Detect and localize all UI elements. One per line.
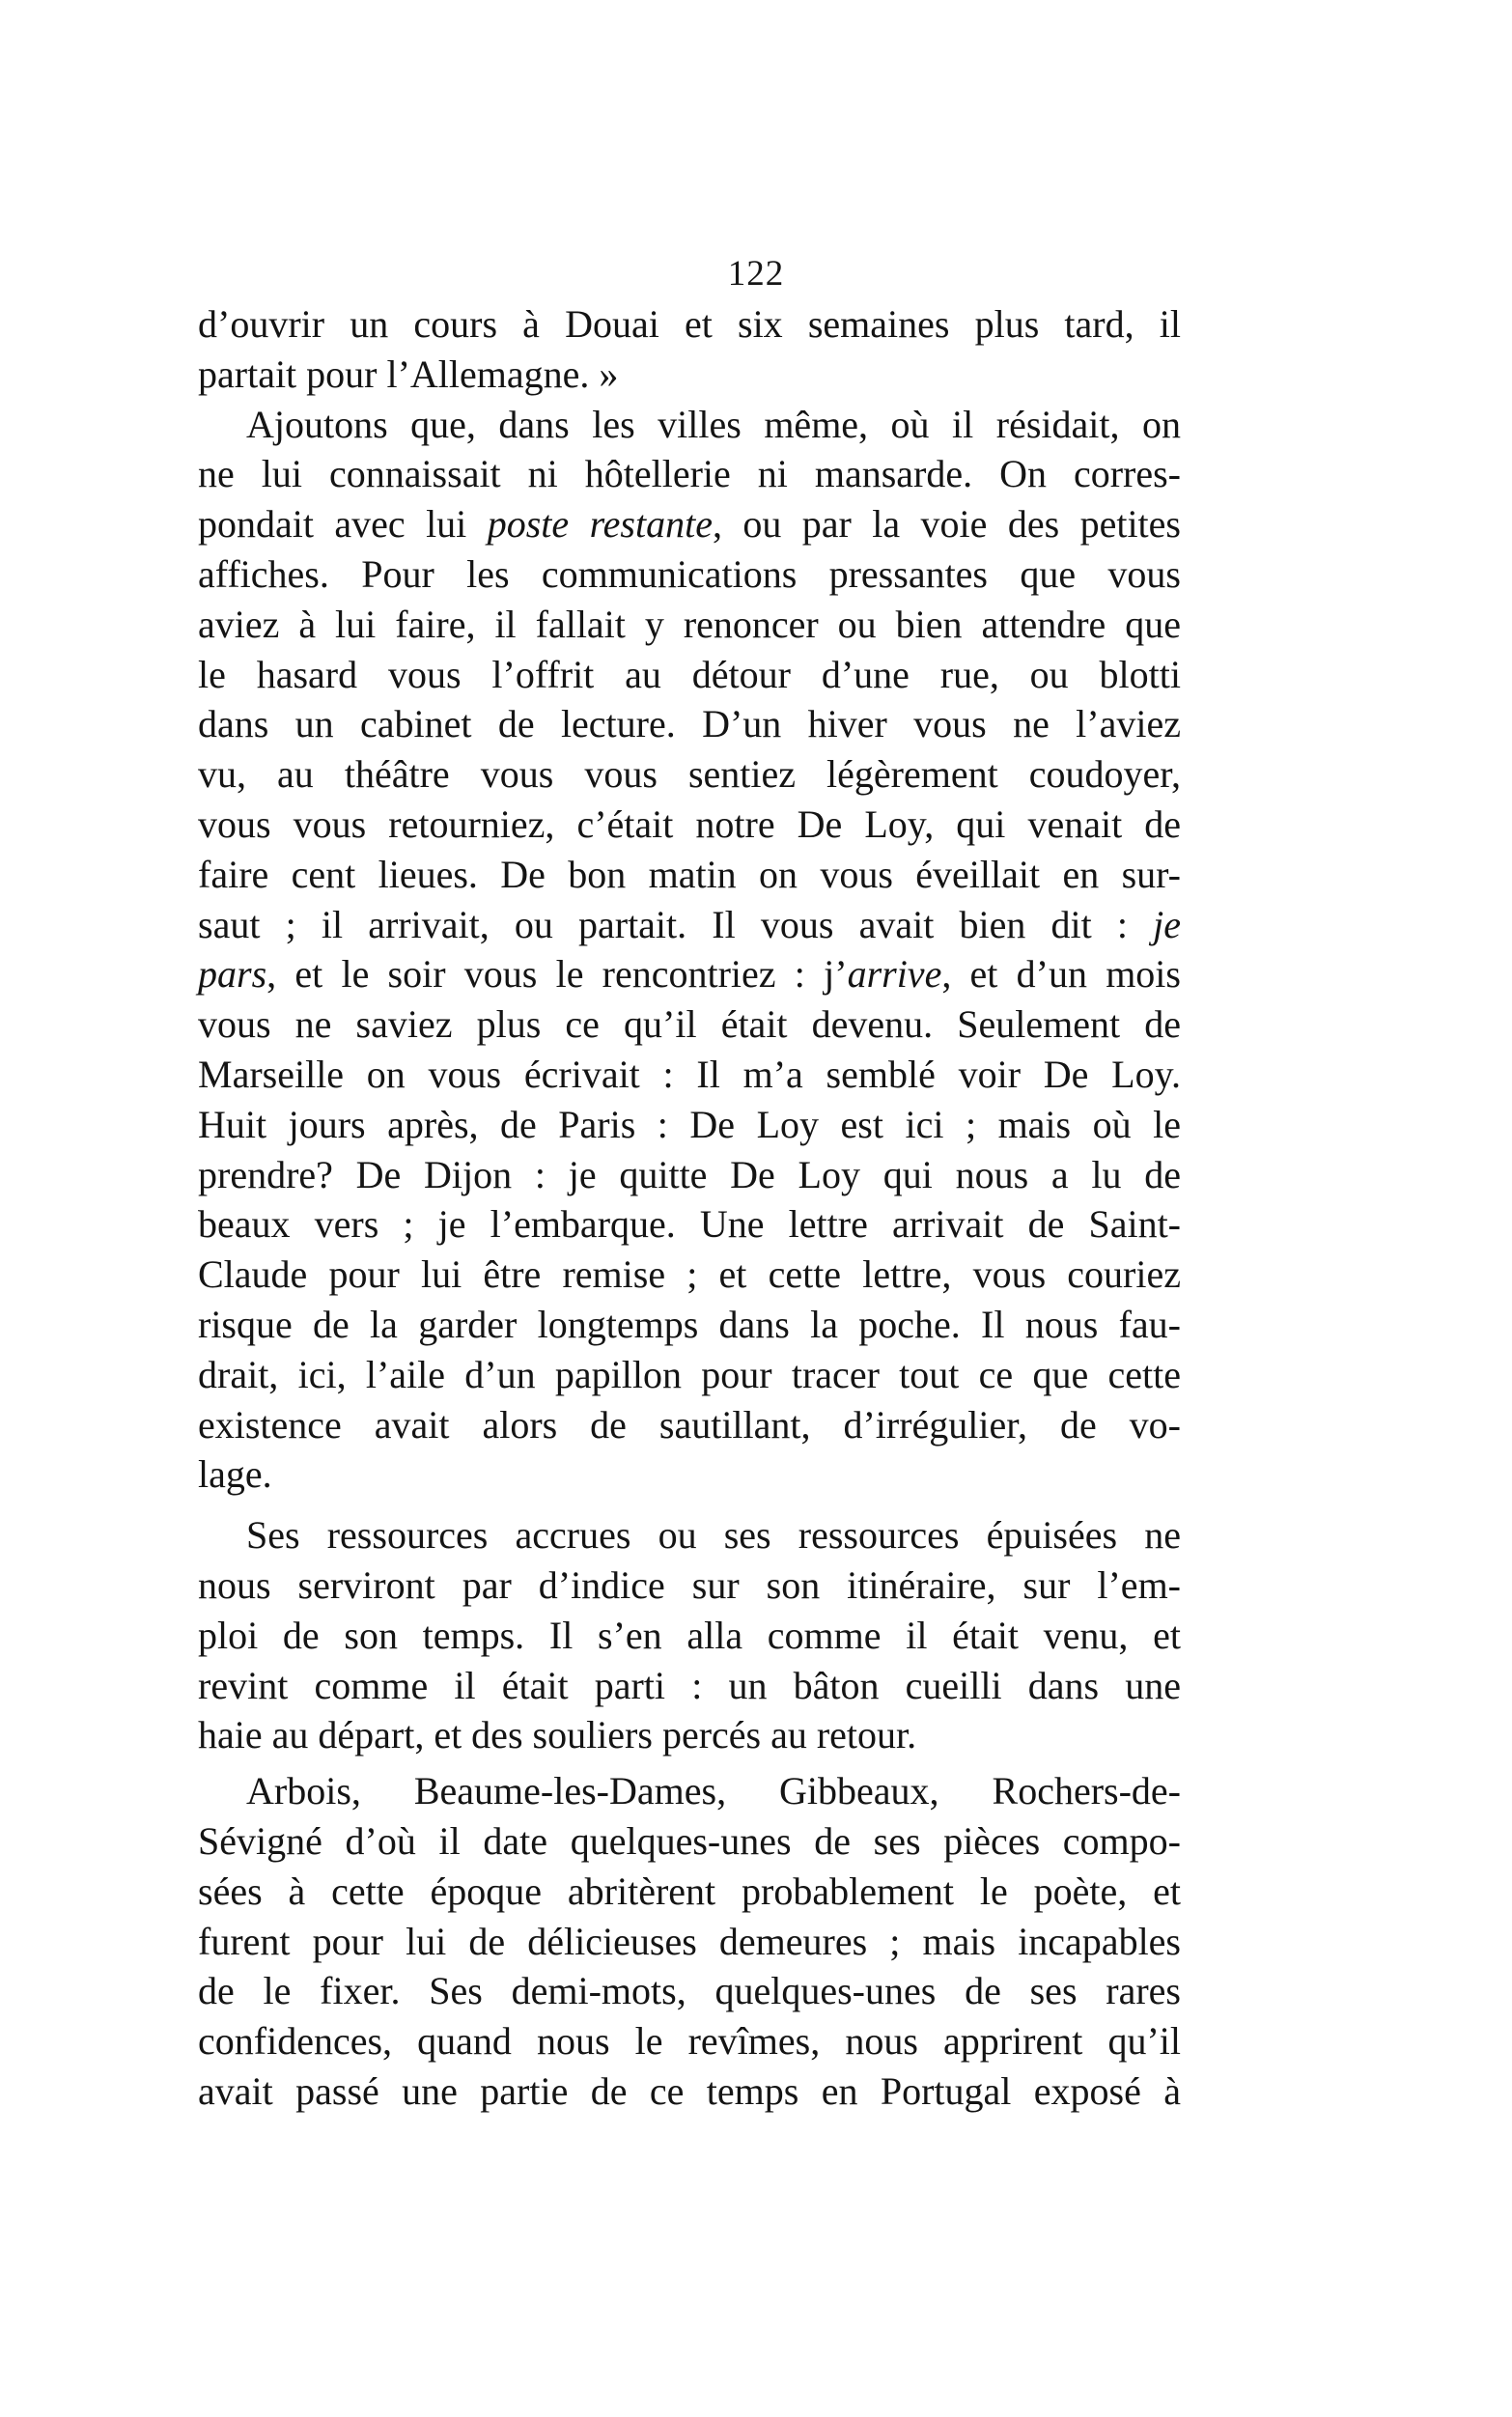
text-line: revint comme il était parti : un bâton cueilli dans une	[198, 1663, 1181, 1707]
text-line: lage.	[198, 1452, 272, 1497]
italic-phrase: je	[1153, 902, 1181, 946]
text-line: de le fixer. Ses demi-mots, quelques-unes de ses rares	[198, 1969, 1181, 2013]
text-line: dans un cabinet de lecture. D’un hiver vous ne l’aviez	[198, 702, 1181, 746]
italic-phrase: pars	[198, 952, 267, 997]
text-line-with-italic: pondait avec lui poste restante, ou par la voie des petites	[198, 502, 1181, 547]
text-line: haie au départ, et des souliers percés au retour.	[198, 1713, 917, 1757]
text-line: aviez à lui faire, il fallait y renoncer ou bien attendre que	[198, 602, 1181, 646]
italic-phrase: arrive	[847, 952, 942, 997]
text-line: risque de la garder longtemps dans la poche. Il nous fau-	[198, 1302, 1181, 1346]
text-line: le hasard vous l’offrit au détour d’une rue, ou blotti	[198, 652, 1181, 696]
text-line: ne lui connaissait ni hôtellerie ni mansarde. On corres-	[198, 452, 1181, 496]
text-line: beaux vers ; je l’embarque. Une lettre arrivait de Saint-	[198, 1202, 1181, 1247]
text-line: vu, au théâtre vous vous sentiez légèrement coudoyer,	[198, 752, 1181, 797]
text-line: partait pour l’Allemagne. »	[198, 351, 619, 396]
page-number: 122	[727, 254, 785, 294]
text-line: ploi de son temps. Il s’en alla comme il était venu, et	[198, 1613, 1181, 1657]
text-line: prendre? De Dijon : je quitte De Loy qui nous a lu de	[198, 1152, 1181, 1196]
text-line: vous vous retourniez, c’était notre De Loy, qui venait de	[198, 801, 1181, 846]
text-line: existence avait alors de sautillant, d’irrégulier, de vo-	[198, 1402, 1181, 1447]
paragraph-start-line: Ajoutons que, dans les villes même, où il résidait, on	[246, 402, 1181, 446]
text-line: furent pour lui de délicieuses demeures ; mais incapables	[198, 1919, 1181, 1963]
italic-phrase: poste restante	[487, 502, 713, 547]
text-line: avait passé une partie de ce temps en Portugal exposé à	[198, 2068, 1181, 2113]
text-line: affiches. Pour les communications pressantes que vous	[198, 551, 1181, 596]
paragraph-start-line: Arbois, Beaume-les-Dames, Gibbeaux, Rochers-de-	[246, 1769, 1181, 1813]
text-line: faire cent lieues. De bon matin on vous éveillait en sur-	[198, 852, 1181, 896]
text-line: vous ne saviez plus ce qu’il était devenu. Seulement de	[198, 1002, 1181, 1047]
text-line: sées à cette époque abritèrent probablement le poète, et	[198, 1869, 1181, 1913]
text-line: Huit jours après, de Paris : De Loy est ici ; mais où le	[198, 1102, 1181, 1146]
text-line: Claude pour lui être remise ; et cette lettre, vous couriez	[198, 1252, 1181, 1297]
body-text	[198, 299, 1181, 2117]
text-line: Marseille on vous écrivait : Il m’a semblé voir De Loy.	[198, 1052, 1181, 1096]
paragraph-start-line: Ses ressources accrues ou ses ressources épuisées ne	[246, 1513, 1181, 1558]
text-line: drait, ici, l’aile d’un papillon pour tracer tout ce que cette	[198, 1352, 1181, 1396]
text-line: d’ouvrir un cours à Douai et six semaines plus tard, il	[198, 302, 1181, 346]
text-line: confidences, quand nous le revîmes, nous apprirent qu’il	[198, 2019, 1181, 2064]
text-line-with-italic: pars, et le soir vous le rencontriez : j’arrive, et d’un mois	[198, 952, 1181, 997]
text-line-with-italic: saut ; il arrivait, ou partait. Il vous avait bien dit : je	[198, 902, 1181, 946]
text-line: Sévigné d’où il date quelques-unes de ses pièces compo-	[198, 1818, 1181, 1863]
text-line: nous serviront par d’indice sur son itinéraire, sur l’em-	[198, 1562, 1181, 1607]
